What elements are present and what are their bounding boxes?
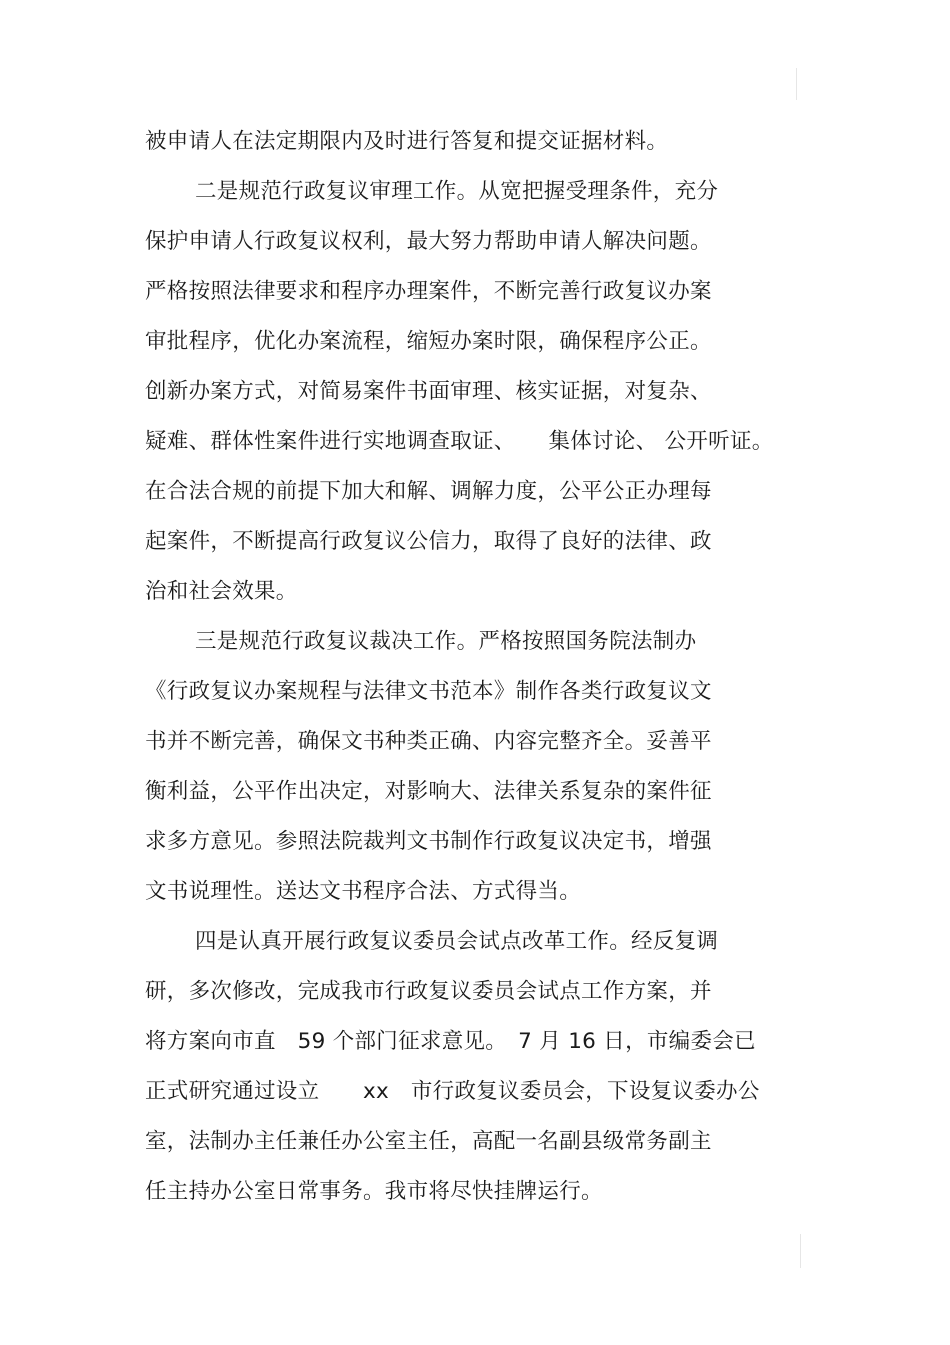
text-line-8: 在合法合规的前提下加大和解、调解力度，公平公正办理每 (145, 479, 712, 504)
text-line-9: 起案件，不断提高行政复议公信力，取得了良好的法律、政 (145, 529, 712, 554)
text-line-18: 研，多次修改，完成我市行政复议委员会试点工作方案，并 (145, 979, 712, 1004)
text-line-1: 被申请人在法定期限内及时进行答复和提交证据材料。 (145, 129, 669, 154)
text-line-5: 审批程序，优化办案流程，缩短办案时限，确保程序公正。 (145, 329, 712, 354)
text-line-20: 正式研究通过设立 xx 市行政复议委员会，下设复议委办公 (145, 1079, 760, 1104)
text-line-21: 室，法制办主任兼任办公室主任，高配一名副县级常务副主 (145, 1129, 712, 1154)
text-line-6: 创新办案方式，对简易案件书面审理、核实证据，对复杂、 (145, 379, 712, 404)
text-line-12: 《行政复议办案规程与法律文书范本》制作各类行政复议文 (145, 679, 712, 704)
text-line-3: 保护申请人行政复议权利，最大努力帮助申请人解决问题。 (145, 229, 712, 254)
text-line-16: 文书说理性。送达文书程序合法、方式得当。 (145, 879, 582, 904)
text-line-4: 严格按照法律要求和程序办理案件，不断完善行政复议办案 (145, 279, 712, 304)
text-line-15: 求多方意见。参照法院裁判文书制作行政复议决定书，增强 (145, 829, 712, 854)
text-line-17: 四是认真开展行政复议委员会试点改革工作。经反复调 (195, 929, 719, 954)
text-line-2: 二是规范行政复议审理工作。从宽把握受理条件，充分 (195, 179, 719, 204)
page-edge-mark-top (796, 68, 797, 100)
text-line-10: 治和社会效果。 (145, 579, 298, 604)
text-line-14: 衡利益，公平作出决定，对影响大、法律关系复杂的案件征 (145, 779, 712, 804)
text-line-11: 三是规范行政复议裁决工作。严格按照国务院法制办 (195, 629, 697, 654)
text-line-19: 将方案向市直 59 个部门征求意见。 7 月 16 日，市编委会已 (145, 1029, 756, 1054)
text-line-22: 任主持办公室日常事务。我市将尽快挂牌运行。 (145, 1179, 603, 1204)
page-edge-mark-bottom (800, 1234, 801, 1268)
text-line-13: 书并不断完善，确保文书种类正确、内容完整齐全。妥善平 (145, 729, 712, 754)
text-line-7: 疑难、群体性案件进行实地调查取证、 集体讨论、 公开听证。 (145, 429, 774, 454)
